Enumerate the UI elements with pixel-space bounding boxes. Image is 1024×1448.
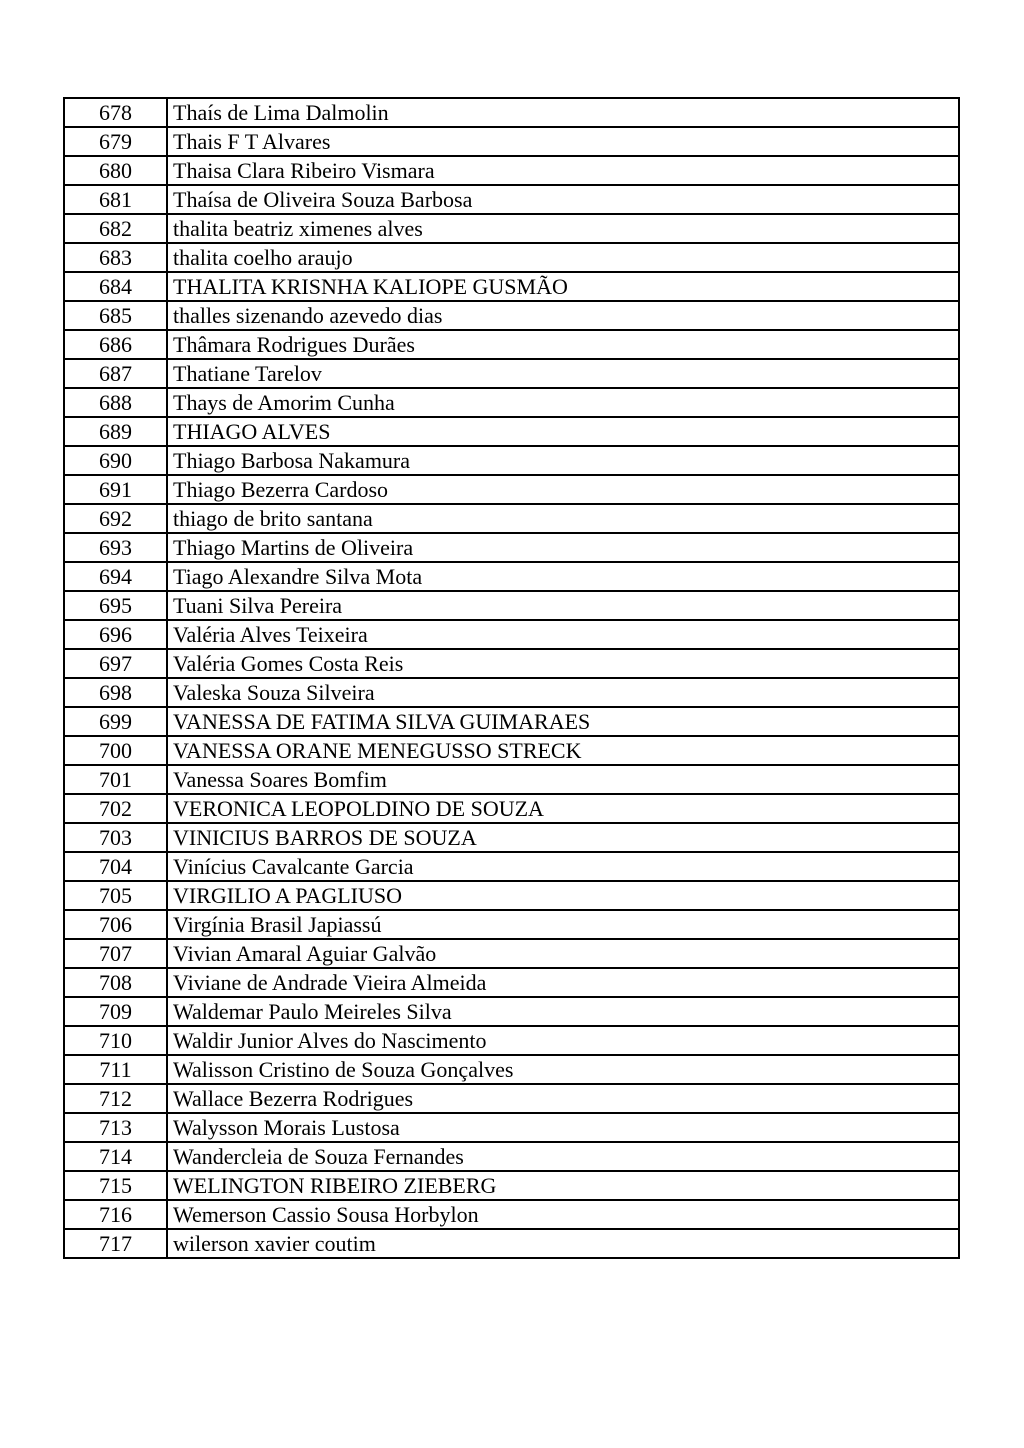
row-number: 696 bbox=[64, 620, 167, 649]
table-row bbox=[64, 98, 959, 127]
row-number: 692 bbox=[64, 504, 167, 533]
row-name: Valéria Gomes Costa Reis bbox=[167, 649, 959, 678]
row-name: Thiago Bezerra Cardoso bbox=[167, 475, 959, 504]
name-list-table bbox=[63, 97, 960, 1259]
row-name: WELINGTON RIBEIRO ZIEBERG bbox=[167, 1171, 959, 1200]
row-name: Thiago Martins de Oliveira bbox=[167, 533, 959, 562]
table-row bbox=[64, 417, 959, 446]
row-number: 710 bbox=[64, 1026, 167, 1055]
table-row bbox=[64, 852, 959, 881]
row-number: 679 bbox=[64, 127, 167, 156]
row-name: Thaís de Lima Dalmolin bbox=[167, 98, 959, 127]
table-row bbox=[64, 156, 959, 185]
row-name: wilerson xavier coutim bbox=[167, 1229, 959, 1258]
table-row bbox=[64, 794, 959, 823]
row-number: 684 bbox=[64, 272, 167, 301]
table-row bbox=[64, 330, 959, 359]
row-number: 698 bbox=[64, 678, 167, 707]
table-row bbox=[64, 1026, 959, 1055]
row-name: Valéria Alves Teixeira bbox=[167, 620, 959, 649]
row-name: thalita beatriz ximenes alves bbox=[167, 214, 959, 243]
row-number: 713 bbox=[64, 1113, 167, 1142]
row-number: 695 bbox=[64, 591, 167, 620]
row-number: 716 bbox=[64, 1200, 167, 1229]
row-name: thalita coelho araujo bbox=[167, 243, 959, 272]
table-row bbox=[64, 823, 959, 852]
row-name: Thaisa Clara Ribeiro Vismara bbox=[167, 156, 959, 185]
table-row bbox=[64, 765, 959, 794]
table-row bbox=[64, 620, 959, 649]
table-row bbox=[64, 736, 959, 765]
row-number: 682 bbox=[64, 214, 167, 243]
row-number: 685 bbox=[64, 301, 167, 330]
row-name: THIAGO ALVES bbox=[167, 417, 959, 446]
table-row bbox=[64, 1055, 959, 1084]
row-number: 717 bbox=[64, 1229, 167, 1258]
table-row bbox=[64, 127, 959, 156]
table-row bbox=[64, 881, 959, 910]
table-row bbox=[64, 185, 959, 214]
row-number: 699 bbox=[64, 707, 167, 736]
row-number: 693 bbox=[64, 533, 167, 562]
table-row bbox=[64, 533, 959, 562]
table-row bbox=[64, 968, 959, 997]
row-number: 715 bbox=[64, 1171, 167, 1200]
row-name: Thatiane Tarelov bbox=[167, 359, 959, 388]
table-row bbox=[64, 504, 959, 533]
row-name: Walisson Cristino de Souza Gonçalves bbox=[167, 1055, 959, 1084]
row-number: 714 bbox=[64, 1142, 167, 1171]
row-name: VERONICA LEOPOLDINO DE SOUZA bbox=[167, 794, 959, 823]
row-name: Thaísa de Oliveira Souza Barbosa bbox=[167, 185, 959, 214]
row-number: 706 bbox=[64, 910, 167, 939]
row-name: Valeska Souza Silveira bbox=[167, 678, 959, 707]
row-name: VANESSA ORANE MENEGUSSO STRECK bbox=[167, 736, 959, 765]
row-number: 704 bbox=[64, 852, 167, 881]
row-number: 691 bbox=[64, 475, 167, 504]
row-name: VINICIUS BARROS DE SOUZA bbox=[167, 823, 959, 852]
table-row bbox=[64, 678, 959, 707]
table-row bbox=[64, 591, 959, 620]
row-number: 703 bbox=[64, 823, 167, 852]
row-name: thalles sizenando azevedo dias bbox=[167, 301, 959, 330]
row-number: 690 bbox=[64, 446, 167, 475]
table-row bbox=[64, 1229, 959, 1258]
row-number: 705 bbox=[64, 881, 167, 910]
row-name: VIRGILIO A PAGLIUSO bbox=[167, 881, 959, 910]
row-number: 712 bbox=[64, 1084, 167, 1113]
row-number: 697 bbox=[64, 649, 167, 678]
row-number: 681 bbox=[64, 185, 167, 214]
row-name: Vanessa Soares Bomfim bbox=[167, 765, 959, 794]
table-row bbox=[64, 301, 959, 330]
row-name: Thais F T Alvares bbox=[167, 127, 959, 156]
row-name: THALITA KRISNHA KALIOPE GUSMÃO bbox=[167, 272, 959, 301]
table-row bbox=[64, 1113, 959, 1142]
row-name: Thays de Amorim Cunha bbox=[167, 388, 959, 417]
row-number: 678 bbox=[64, 98, 167, 127]
row-number: 687 bbox=[64, 359, 167, 388]
row-name: Vivian Amaral Aguiar Galvão bbox=[167, 939, 959, 968]
row-name: VANESSA DE FATIMA SILVA GUIMARAES bbox=[167, 707, 959, 736]
row-number: 708 bbox=[64, 968, 167, 997]
table-row bbox=[64, 562, 959, 591]
table-row bbox=[64, 388, 959, 417]
table-row bbox=[64, 939, 959, 968]
row-number: 683 bbox=[64, 243, 167, 272]
row-name: Viviane de Andrade Vieira Almeida bbox=[167, 968, 959, 997]
table-row bbox=[64, 1200, 959, 1229]
table-row bbox=[64, 1084, 959, 1113]
table-row bbox=[64, 359, 959, 388]
table-row bbox=[64, 1171, 959, 1200]
table-row bbox=[64, 707, 959, 736]
row-name: Virgínia Brasil Japiassú bbox=[167, 910, 959, 939]
row-name: Wemerson Cassio Sousa Horbylon bbox=[167, 1200, 959, 1229]
row-name: Thâmara Rodrigues Durães bbox=[167, 330, 959, 359]
row-number: 694 bbox=[64, 562, 167, 591]
row-name: Tuani Silva Pereira bbox=[167, 591, 959, 620]
row-number: 700 bbox=[64, 736, 167, 765]
table-row bbox=[64, 475, 959, 504]
row-name: Vinícius Cavalcante Garcia bbox=[167, 852, 959, 881]
row-number: 702 bbox=[64, 794, 167, 823]
table-row bbox=[64, 649, 959, 678]
table-row bbox=[64, 243, 959, 272]
table-row bbox=[64, 446, 959, 475]
table-row bbox=[64, 272, 959, 301]
row-number: 711 bbox=[64, 1055, 167, 1084]
row-name: Wandercleia de Souza Fernandes bbox=[167, 1142, 959, 1171]
table-row bbox=[64, 214, 959, 243]
row-name: thiago de brito santana bbox=[167, 504, 959, 533]
row-number: 701 bbox=[64, 765, 167, 794]
row-number: 707 bbox=[64, 939, 167, 968]
row-name: Walysson Morais Lustosa bbox=[167, 1113, 959, 1142]
row-number: 709 bbox=[64, 997, 167, 1026]
row-name: Wallace Bezerra Rodrigues bbox=[167, 1084, 959, 1113]
row-name: Waldir Junior Alves do Nascimento bbox=[167, 1026, 959, 1055]
table-row bbox=[64, 1142, 959, 1171]
row-number: 688 bbox=[64, 388, 167, 417]
row-name: Waldemar Paulo Meireles Silva bbox=[167, 997, 959, 1026]
row-name: Thiago Barbosa Nakamura bbox=[167, 446, 959, 475]
row-number: 680 bbox=[64, 156, 167, 185]
row-number: 689 bbox=[64, 417, 167, 446]
row-number: 686 bbox=[64, 330, 167, 359]
table-body bbox=[64, 98, 959, 1258]
row-name: Tiago Alexandre Silva Mota bbox=[167, 562, 959, 591]
table-row bbox=[64, 997, 959, 1026]
document-page bbox=[63, 97, 960, 1259]
table-row bbox=[64, 910, 959, 939]
